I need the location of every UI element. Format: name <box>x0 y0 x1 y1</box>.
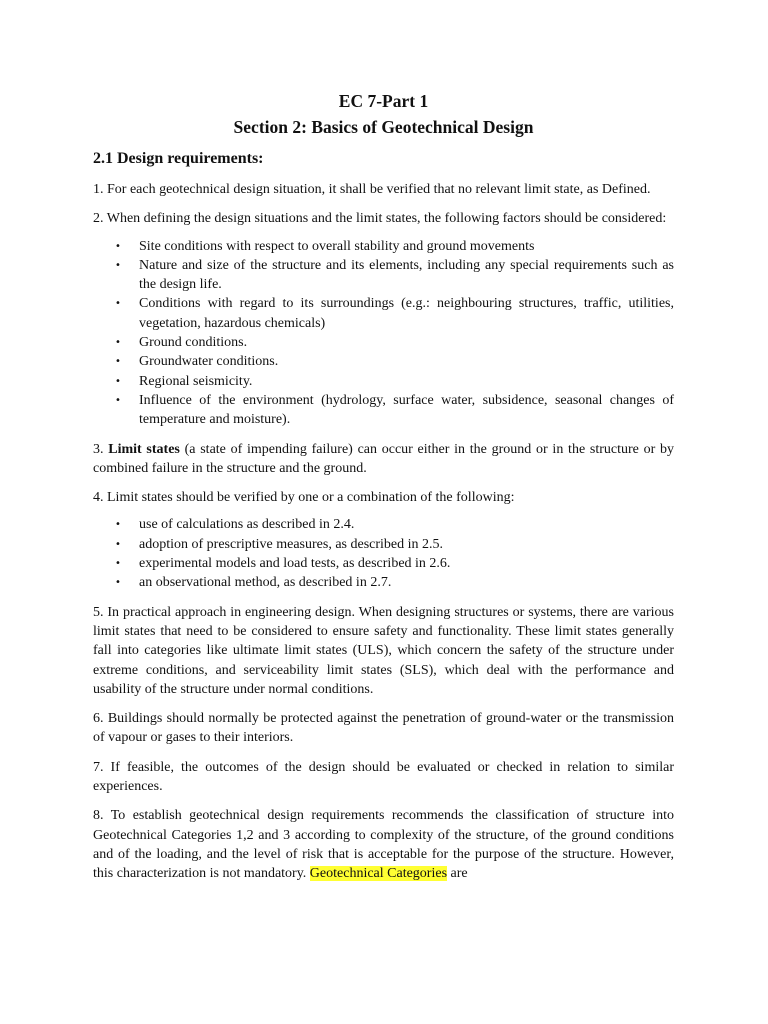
bullet-icon: • <box>115 519 121 531</box>
paragraph-4: 4. Limit states should be verified by one or a combination of the following: <box>93 490 515 506</box>
paragraph-2: 2. When defining the design situations and the limit states, the following factors should be considered: <box>93 211 667 227</box>
highlighted-term: Geotechnical Categories <box>309 866 448 882</box>
paragraph-5: 5. In practical approach in engineering design. When designing structures or systems, there are various limit states that need to be considered to ensure safety and functionality. These limit states generally fall into categories like ultimate limit states (ULS), which concern the safety of the structure under extreme conditions, and serviceability limit states (SLS), which deal with the performance and usability of the structure under normal conditions. <box>93 604 674 697</box>
list-item-text: Ground conditions. <box>139 335 248 351</box>
paragraph-3-text: (a state of impending failure) can occur either in the ground or in the structure or by combined failure in the structure and the ground. <box>93 441 675 476</box>
list-item <box>93 256 674 295</box>
bullet-icon: • <box>115 394 121 406</box>
factors-list <box>93 237 674 430</box>
document-page <box>93 88 674 894</box>
paragraph-8-text: 8. To establish geotechnical design requirements recommends the classification of structure into Geotechnical Categories 1,2 and 3 according to complexity of the structure, of the ground conditions and of the loading, and the level of risk that is acceptable for the purpose of the structure. However, this characterization is not mandatory. <box>93 808 674 882</box>
paragraph-3-number: 3. <box>93 441 109 457</box>
list-item <box>93 352 674 371</box>
list-item <box>93 535 674 554</box>
paragraph-8 <box>93 806 674 883</box>
list-item-text: experimental models and load tests, as described in 2.6. <box>139 556 451 572</box>
bullet-icon: • <box>115 538 121 550</box>
list-item-text: Groundwater conditions. <box>139 354 279 370</box>
bullet-icon: • <box>115 375 121 387</box>
list-item <box>93 294 674 333</box>
bullet-icon: • <box>115 240 121 252</box>
list-item-text: Conditions with regard to its surroundings (e.g.: neighbouring structures, traffic, utilities, vegetation, hazardous chemicals) <box>139 296 674 331</box>
section-title: Section 2: Basics of Geotechnical Design <box>233 117 534 137</box>
paragraph-3 <box>93 440 674 479</box>
list-item-text: use of calculations as described in 2.4. <box>139 517 355 533</box>
bullet-icon: • <box>115 577 121 589</box>
verification-methods-list <box>93 515 674 592</box>
list-item-text: Influence of the environment (hydrology, surface water, subsidence, seasonal changes of temperature and moisture). <box>139 392 674 428</box>
paragraph-7: 7. If feasible, the outcomes of the design should be evaluated or checked in relation to similar experiences. <box>93 759 674 795</box>
list-item <box>93 391 674 430</box>
list-item-text: adoption of prescriptive measures, as described in 2.5. <box>139 536 444 552</box>
list-item <box>93 372 674 391</box>
paragraph-1: 1. For each geotechnical design situation, it shall be verified that no relevant limit state, as Defined. <box>93 182 651 197</box>
list-item-text: Regional seismicity. <box>139 373 253 389</box>
bullet-icon: • <box>115 298 121 310</box>
subsection-heading: 2.1 Design requirements: <box>93 150 264 167</box>
document-title: EC 7-Part 1 <box>338 91 429 111</box>
bullet-icon: • <box>115 356 121 368</box>
list-item <box>93 554 674 573</box>
bullet-icon: • <box>115 558 121 570</box>
paragraph-8-tail: are <box>447 866 468 882</box>
list-item-text: an observational method, as described in 2.7. <box>139 575 392 591</box>
list-item-text: Site conditions with respect to overall stability and ground movements <box>139 238 535 254</box>
list-item <box>93 573 674 592</box>
limit-states-term: Limit states <box>108 441 180 457</box>
bullet-icon: • <box>115 259 121 271</box>
list-item-text: Nature and size of the structure and its elements, including any special requirements such as the design life. <box>139 257 674 293</box>
list-item <box>93 515 674 534</box>
paragraph-6: 6. Buildings should normally be protected against the penetration of ground-water or the transmission of vapour or gases to their interiors. <box>93 711 674 746</box>
list-item <box>93 333 674 352</box>
bullet-icon: • <box>115 337 121 349</box>
list-item <box>93 237 674 256</box>
